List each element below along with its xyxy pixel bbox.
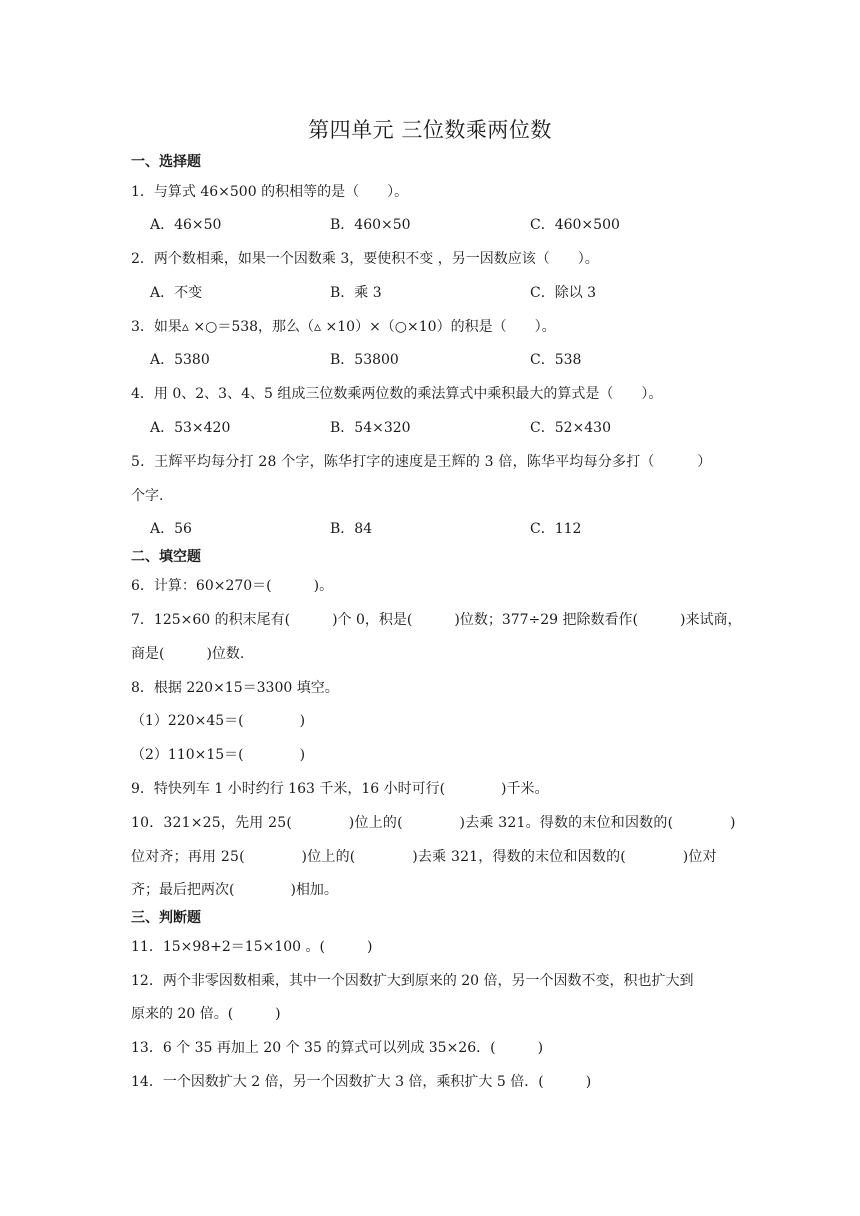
q5-option-b: B．84 xyxy=(330,521,373,537)
question-12-line-1: 12．两个非零因数相乘，其中一个因数扩大到原来的 20 倍，另一个因数不变，积也扩大到 xyxy=(131,973,694,989)
section-heading-judge: 三、判断题 xyxy=(131,910,201,926)
question-10-line-2: 位对齐；再用 25( )位上的( )去乘 321，得数的末位和因数的( )位对 xyxy=(131,849,717,865)
question-5-line-2: 个字. xyxy=(131,488,164,504)
question-3: 3．如果▵ ×○＝538，那么（▵ ×10）×（○×10）的积是（ ）。 xyxy=(131,319,556,335)
q3-option-c: C．538 xyxy=(530,352,582,368)
question-11: 11．15×98+2＝15×100 。( ) xyxy=(131,939,373,955)
q1-option-c: C．460×500 xyxy=(530,217,620,233)
question-8-sub-1: （1）220×45＝( ) xyxy=(131,713,306,729)
q3-option-b: B．53800 xyxy=(330,352,399,368)
question-12-line-2: 原来的 20 倍。( ) xyxy=(131,1006,281,1022)
question-7-line-1: 7．125×60 的积末尾有( )个 0，积是( )位数；377÷29 把除数看作( )来试商， xyxy=(131,612,742,628)
q1-option-b: B．460×50 xyxy=(330,217,411,233)
q1-option-a: A．46×50 xyxy=(150,217,222,233)
q5-option-a: A．56 xyxy=(150,521,192,537)
question-10-line-1: 10．321×25，先用 25( )位上的( )去乘 321。得数的末位和因数的( ) xyxy=(131,815,736,831)
question-14: 14．一个因数扩大 2 倍，另一个因数扩大 3 倍，乘积扩大 5 倍．( ) xyxy=(131,1074,592,1090)
question-10-line-3: 齐；最后把两次( )相加。 xyxy=(131,882,338,898)
q4-option-a: A．53×420 xyxy=(150,420,231,436)
q3-option-a: A．5380 xyxy=(150,352,210,368)
question-8: 8．根据 220×15＝3300 填空。 xyxy=(131,680,339,696)
section-heading-choice: 一、选择题 xyxy=(131,154,201,170)
question-13: 13．6 个 35 再加上 20 个 35 的算式可以列成 35×26．( ) xyxy=(131,1040,544,1056)
q4-option-b: B．54×320 xyxy=(330,420,411,436)
section-heading-fill: 二、填空题 xyxy=(131,549,201,565)
q5-option-c: C．112 xyxy=(530,521,582,537)
page-title: 第四单元 三位数乘两位数 xyxy=(308,118,552,142)
question-1: 1．与算式 46×500 的积相等的是（ ）。 xyxy=(131,184,409,200)
question-6: 6．计算：60×270＝( )。 xyxy=(131,578,334,594)
q2-option-b: B．乘 3 xyxy=(330,285,382,301)
q4-option-c: C．52×430 xyxy=(530,420,611,436)
question-2: 2．两个数相乘，如果一个因数乘 3，要使积不变 ，另一因数应该（ ）。 xyxy=(131,251,599,267)
question-4: 4．用 0、2、3、4、5 组成三位数乘两位数的乘法算式中乘积最大的算式是（ ）。 xyxy=(131,386,663,402)
q2-option-a: A．不变 xyxy=(150,285,203,301)
question-7-line-2: 商是( )位数. xyxy=(131,646,245,662)
question-9: 9．特快列车 1 小时约行 163 千米，16 小时可行( )千米。 xyxy=(131,781,549,797)
question-8-sub-2: （2）110×15＝( ) xyxy=(131,747,306,763)
q2-option-c: C．除以 3 xyxy=(530,285,597,301)
question-5-line-1: 5．王辉平均每分打 28 个字，陈华打字的速度是王辉的 3 倍，陈华平均每分多打（ ） xyxy=(131,454,712,470)
